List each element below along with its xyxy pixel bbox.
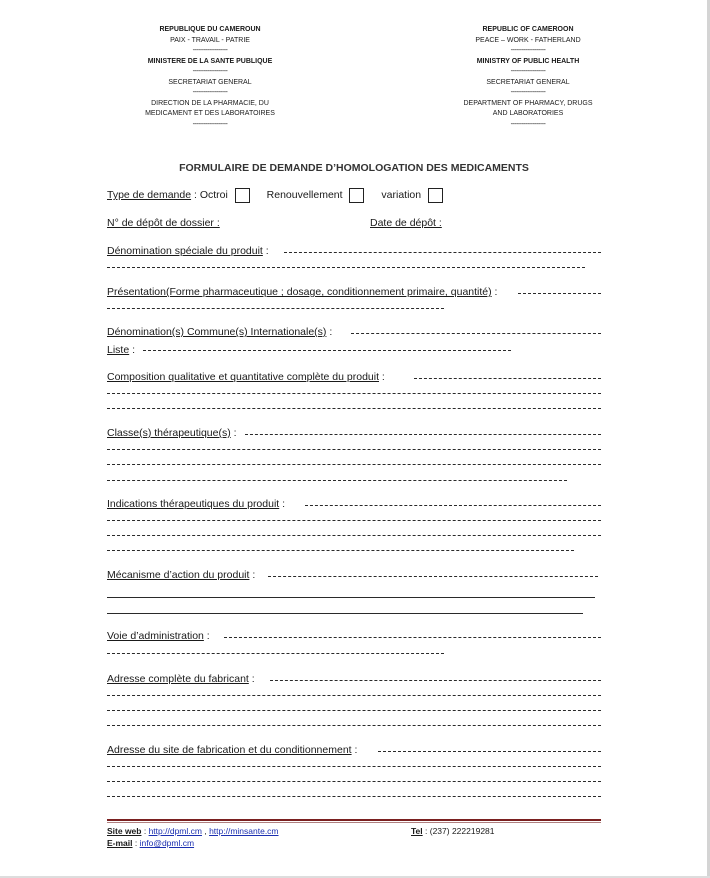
indications-line[interactable] xyxy=(107,550,574,551)
list-label: Liste xyxy=(107,344,130,356)
indications-line[interactable] xyxy=(107,520,601,521)
indications-label: Indications thérapeutiques du produit xyxy=(107,498,280,510)
site-address-label: Adresse du site de fabrication et du conditionnement xyxy=(107,744,352,756)
therapeutic-class-row xyxy=(107,425,601,441)
colon: : xyxy=(491,286,498,298)
tel-label: Tel xyxy=(411,826,423,836)
direction-fr-line2: MEDICAMENT ET DES LABORATOIRES xyxy=(145,110,275,117)
separator: ------------------- xyxy=(510,68,546,75)
secretariat-fr: SECRETARIAT GENERAL xyxy=(168,78,252,86)
renewal-checkbox[interactable] xyxy=(349,188,364,203)
mechanism-row xyxy=(107,567,601,583)
therapeutic-class-line[interactable] xyxy=(245,434,601,435)
request-type-label: Type de demande xyxy=(107,189,192,201)
header-english xyxy=(428,25,628,130)
direction-en-line2: AND LABORATORIES xyxy=(492,110,564,117)
variation-checkbox[interactable] xyxy=(428,188,443,203)
colon: : xyxy=(351,744,358,756)
route-line[interactable] xyxy=(107,653,444,654)
indications-line[interactable] xyxy=(305,505,601,506)
ministry-en: MINISTRY OF PUBLIC HEALTH xyxy=(476,57,580,65)
composition-line[interactable] xyxy=(107,393,601,394)
therapeutic-class-line[interactable] xyxy=(107,449,601,450)
composition-label: Composition qualitative et quantitative complète du produit xyxy=(107,371,379,383)
list-line[interactable] xyxy=(143,350,511,351)
site-address-line[interactable] xyxy=(107,766,601,767)
mechanism-line[interactable] xyxy=(107,613,583,614)
special-name-label: Dénomination spéciale du produit xyxy=(107,245,263,257)
separator: ------------------- xyxy=(192,120,228,128)
tel-number: (237) 222219281 xyxy=(429,826,495,836)
separator: ------------------- xyxy=(510,120,546,128)
email-label: E-mail xyxy=(107,838,133,848)
octroi-checkbox[interactable] xyxy=(235,188,250,203)
mechanism-line[interactable] xyxy=(268,576,598,577)
request-type-row xyxy=(107,187,601,203)
manufacturer-address-label: Adresse complète du fabricant xyxy=(107,673,249,685)
inn-label: Dénomination(s) Commune(s) Internationale(s) xyxy=(107,326,327,338)
separator: ------------------- xyxy=(192,68,228,75)
colon: : xyxy=(262,245,269,257)
inn-row xyxy=(107,324,601,340)
footer-rule xyxy=(107,819,601,821)
site-address-line[interactable] xyxy=(107,781,601,782)
colon: : xyxy=(249,569,256,581)
site-link-dpml[interactable]: http://dpml.cm xyxy=(148,826,202,836)
therapeutic-class-line[interactable] xyxy=(107,464,601,465)
octroi-label: : Octroi xyxy=(191,189,228,201)
therapeutic-class-label: Classe(s) thérapeutique(s) xyxy=(107,427,231,439)
deposit-date-label: Date de dépôt : xyxy=(370,217,442,229)
presentation-line[interactable] xyxy=(518,293,601,294)
footer-website: Site web : http://dpml.cm , http://minsante.cm xyxy=(107,826,279,836)
dossier-number-label: N° de dépôt de dossier : xyxy=(107,217,220,229)
footer-phone: Tel : (237) 222219281 xyxy=(411,826,495,836)
email-link[interactable]: info@dpml.cm xyxy=(139,838,195,848)
special-name-row xyxy=(107,243,601,259)
site-address-line[interactable] xyxy=(107,796,601,797)
site-link-minsante[interactable]: http://minsante.cm xyxy=(209,826,279,836)
presentation-row xyxy=(107,284,601,300)
presentation-line[interactable] xyxy=(107,308,444,309)
colon: : xyxy=(326,326,333,338)
country-fr: REPUBLIQUE DU CAMEROUN xyxy=(159,26,261,33)
colon: : xyxy=(203,630,210,642)
route-label: Voie d’administration xyxy=(107,630,204,642)
colon: : xyxy=(230,427,237,439)
indications-line[interactable] xyxy=(107,535,601,536)
inn-line[interactable] xyxy=(351,333,601,334)
direction-en-line1: DEPARTMENT OF PHARMACY, DRUGS xyxy=(463,99,593,107)
manufacturer-address-line[interactable] xyxy=(107,725,601,726)
manufacturer-address-row xyxy=(107,671,601,687)
form-title: FORMULAIRE DE DEMANDE D’HOMOLOGATION DES MEDICAMENTS xyxy=(179,162,529,174)
separator: ------------------- xyxy=(192,89,228,96)
variation-label: variation xyxy=(381,189,422,201)
separator: ------------------- xyxy=(510,47,546,54)
motto-fr: PAIX - TRAVAIL - PATRIE xyxy=(170,36,250,44)
special-name-line[interactable] xyxy=(284,252,601,253)
route-row xyxy=(107,628,601,644)
mechanism-line[interactable] xyxy=(107,597,595,598)
manufacturer-address-line[interactable] xyxy=(107,695,601,696)
ministry-fr: MINISTERE DE LA SANTE PUBLIQUE xyxy=(147,57,273,65)
composition-row xyxy=(107,369,601,385)
manufacturer-address-line[interactable] xyxy=(270,680,601,681)
site-address-line[interactable] xyxy=(378,751,601,752)
manufacturer-address-line[interactable] xyxy=(107,710,601,711)
footer-rule-thin xyxy=(107,822,601,823)
colon: : xyxy=(129,344,136,356)
colon: : xyxy=(279,498,286,510)
therapeutic-class-line[interactable] xyxy=(107,480,567,481)
composition-line[interactable] xyxy=(414,378,601,379)
colon: : xyxy=(379,371,385,383)
presentation-label: Présentation(Forme pharmaceutique ; dosage, conditionnement primaire, quantité) xyxy=(107,286,492,298)
separator: ------------------- xyxy=(192,47,228,54)
site-address-row xyxy=(107,742,601,758)
footer-email: E-mail : info@dpml.cm xyxy=(107,838,195,848)
header-french xyxy=(110,25,310,130)
motto-en: PEACE – WORK - FATHERLAND xyxy=(475,36,581,44)
separator: ------------------- xyxy=(510,89,546,96)
site-label: Site web xyxy=(107,826,142,836)
composition-line[interactable] xyxy=(107,408,601,409)
mechanism-label: Mécanisme d’action du produit xyxy=(107,569,250,581)
special-name-line[interactable] xyxy=(107,267,585,268)
direction-fr-line1: DIRECTION DE LA PHARMACIE, DU xyxy=(151,99,269,107)
indications-row xyxy=(107,496,601,512)
secretariat-en: SECRETARIAT GENERAL xyxy=(486,78,570,86)
renewal-label: Renouvellement xyxy=(266,189,343,201)
country-en: REPUBLIC OF CAMEROON xyxy=(482,26,574,33)
route-line[interactable] xyxy=(224,637,601,638)
dossier-row xyxy=(107,215,601,231)
colon: : xyxy=(248,673,255,685)
